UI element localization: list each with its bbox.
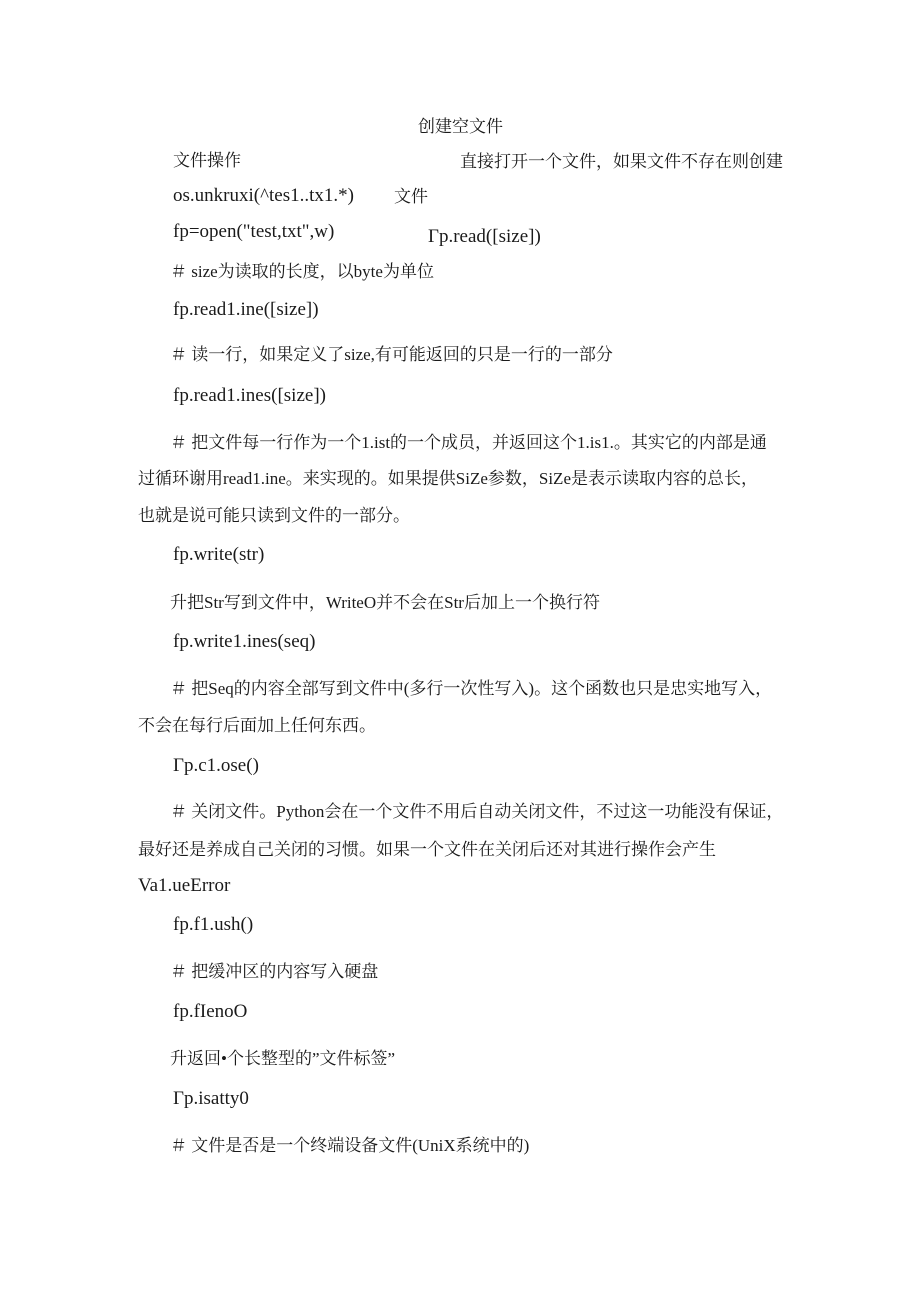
close-desc-2: 最好还是养成自己关闭的习惯。如果一个文件在关闭后还对其进行操作会产生: [138, 840, 716, 859]
flush-desc: ＃ 把缓冲区的内容写入硬盘: [170, 962, 379, 981]
writelines-desc-1: ＃ 把Seq的内容全部写到文件中(多行一次性写入)。这个函数也只是忠实地写入，: [170, 679, 773, 698]
readlines-desc-3: 也就是说可能只读到文件的一部分。: [138, 506, 410, 525]
open-code: fp=open("test,txt",w): [173, 221, 335, 242]
file-ops-heading: 文件操作: [173, 151, 241, 170]
write-desc: 升把Str写到文件中，WriteO并不会在Str后加上一个换行符: [170, 593, 600, 612]
open-desc-line2: 文件: [394, 187, 428, 206]
readlines-desc-2: 过循环谢用read1.ine。来实现的。如果提供SiZe参数，SiZe是表示读取内容的总长，: [138, 469, 758, 488]
isatty-desc: ＃ 文件是否是一个终端设备文件(UniX系统中的): [170, 1136, 530, 1155]
writelines-desc-2: 不会在每行后面加上任何东西。: [138, 716, 376, 735]
close-code: Γp.c1.ose(): [173, 755, 259, 776]
fileno-desc: 升返回•个长整型的”文件标签”: [170, 1049, 396, 1068]
readline-code: fp.read1.ine([size]): [173, 299, 319, 320]
read-code: Γp.read([size]): [428, 226, 541, 247]
fileno-code: fp.fIenoO: [173, 1001, 248, 1022]
writelines-code: fp.write1.ines(seq): [173, 631, 316, 652]
readline-desc: ＃ 读一行，如果定义了size,有可能返回的只是一行的一部分: [170, 345, 613, 364]
readlines-code: fp.read1.ines([size]): [173, 385, 326, 406]
flush-code: fp.f1.ush(): [173, 914, 254, 935]
write-code: fp.write(str): [173, 544, 265, 565]
open-desc-line1: 直接打开一个文件，如果文件不存在则创建: [460, 152, 783, 171]
isatty-code: Γp.isatty0: [173, 1088, 249, 1109]
value-error: Va1.ueError: [138, 875, 231, 896]
read-desc: ＃ size为读取的长度，以byte为单位: [170, 262, 434, 281]
close-desc-1: ＃ 关闭文件。Python会在一个文件不用后自动关闭文件，不过这一功能没有保证，: [170, 802, 784, 821]
readlines-desc-1: ＃ 把文件每一行作为一个1.ist的一个成员，并返回这个1.is1.。其实它的内部是通: [170, 433, 767, 452]
page-title: 创建空文件: [418, 117, 503, 136]
mkdir-code: os.unkruxi(^tes1..tx1.*): [173, 185, 354, 206]
